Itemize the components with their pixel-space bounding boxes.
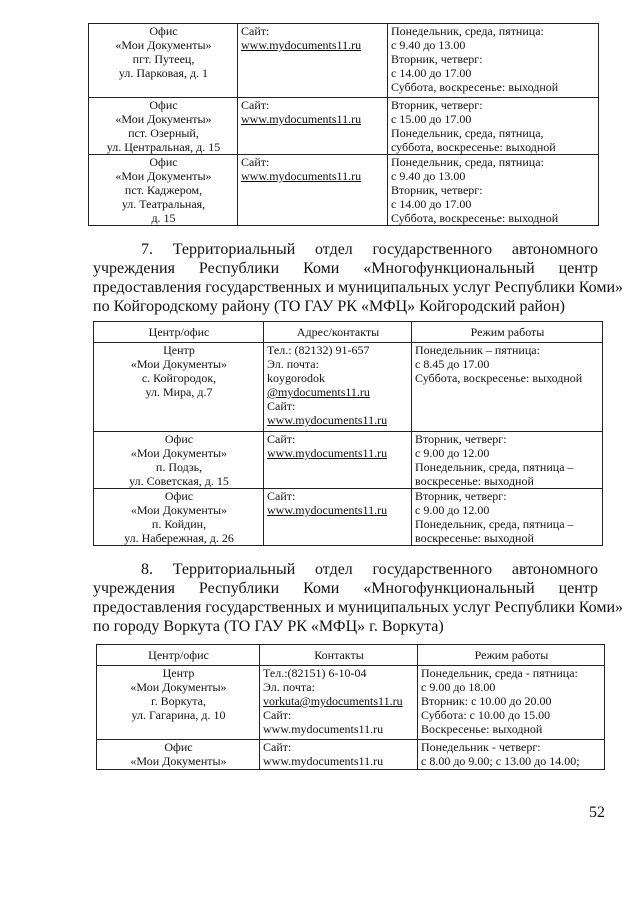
office-cell: Центр «Мои Документы» с. Койгородок, ул. Мира, д.7 — [94, 343, 264, 432]
table-row — [94, 489, 603, 546]
email-link[interactable]: @mydocuments11.ru — [267, 385, 370, 399]
schedule-cell: Вторник, четверг: с 9.00 до 12.00 Понедельник, среда, пятница – воскресенье: выходной — [412, 489, 603, 546]
website-link[interactable]: www.mydocuments11.ru — [267, 503, 388, 517]
schedule-cell: Понедельник, среда, пятница: с 9.40 до 13.00 Вторник, четверг: с 14.00 до 17.00 Суббота, воскресенье: выходной — [388, 155, 599, 226]
website-link[interactable]: www.mydocuments11.ru — [241, 112, 362, 126]
office-cell: Офис «Мои Документы» пгт. Путеец, ул. Парковая, д. 1 — [89, 24, 238, 98]
table-row — [97, 740, 605, 770]
koygorodok-offices-table — [93, 321, 603, 546]
schedule-cell: Понедельник, среда - пятница: с 9.00 до 18.00 Вторник: с 10.00 до 20.00 Суббота: с 10.00 до 15.00 Воскресенье: выходной — [418, 666, 605, 740]
schedule-cell: Вторник, четверг: с 9.00 до 12.00 Понедельник, среда, пятница – воскресенье: выходной — [412, 432, 603, 489]
contacts-cell: Сайт: www.mydocuments11.ru — [260, 740, 418, 770]
schedule-cell: Вторник, четверг: с 15.00 до 17.00 Понедельник, среда, пятница, суббота, воскресенье: выходной — [388, 98, 599, 155]
contacts-cell: Тел.: (82132) 91-657 Эл. почта: koygorodok @mydocuments11.ru Сайт: www.mydocuments11.ru — [264, 343, 412, 432]
table-row — [94, 432, 603, 489]
office-cell: Офис «Мои Документы» п. Подзь, ул. Советская, д. 15 — [94, 432, 264, 489]
contacts-cell: Сайт: www.mydocuments11.ru — [238, 24, 388, 98]
contacts-cell: Сайт: www.mydocuments11.ru — [238, 98, 388, 155]
page-number: 52 — [589, 804, 605, 821]
contacts-cell: Сайт: www.mydocuments11.ru — [238, 155, 388, 226]
column-header: Режим работы — [418, 645, 605, 666]
vorkuta-offices-table — [96, 644, 605, 770]
website-link[interactable]: www.mydocuments11.ru — [263, 722, 384, 736]
office-cell: Офис «Мои Документы» пст. Каджером, ул. Театральная, д. 15 — [89, 155, 238, 226]
column-header: Адрес/контакты — [264, 322, 412, 343]
schedule-cell: Понедельник – пятница: с 8.45 до 17.00 Суббота, воскресенье: выходной — [412, 343, 603, 432]
table-row — [89, 155, 599, 226]
office-cell: Офис «Мои Документы» п. Койдин, ул. Набережная, д. 26 — [94, 489, 264, 546]
table-row — [94, 343, 603, 432]
website-link[interactable]: www.mydocuments11.ru — [267, 413, 388, 427]
column-header: Центр/офис — [97, 645, 260, 666]
table-header-row — [94, 322, 603, 343]
table-row — [89, 98, 599, 155]
email-link[interactable]: vorkuta@mydocuments11.ru — [263, 694, 403, 708]
website-link[interactable]: www.mydocuments11.ru — [241, 38, 362, 52]
table-row — [97, 666, 605, 740]
website-link[interactable]: www.mydocuments11.ru — [267, 446, 388, 460]
contacts-cell: Сайт: www.mydocuments11.ru — [264, 432, 412, 489]
website-link[interactable]: www.mydocuments11.ru — [241, 169, 362, 183]
office-cell: Офис «Мои Документы» — [97, 740, 260, 770]
section-8-heading: 8. Территориальный отдел государственного автономного учреждения Республики Коми «Многофункциональный центр предоставления государственных и муниципальных услуг Республики Коми» по городу Воркута (ТО ГАУ РК «МФЦ» г. Воркута) — [93, 561, 624, 635]
table-header-row — [97, 645, 605, 666]
schedule-cell: Понедельник, среда, пятница: с 9.40 до 13.00 Вторник, четверг: с 14.00 до 17.00 Суббота, воскресенье: выходной — [388, 24, 599, 98]
offices-table-continued — [88, 23, 599, 226]
column-header: Контакты — [260, 645, 418, 666]
contacts-cell: Тел.:(82151) 6-10-04 Эл. почта: vorkuta@mydocuments11.ru Сайт: www.mydocuments11.ru — [260, 666, 418, 740]
office-cell: Офис «Мои Документы» пст. Озерный, ул. Центральная, д. 15 — [89, 98, 238, 155]
section-7-heading: 7. Территориальный отдел государственного автономного учреждения Республики Коми «Многофункциональный центр предоставления государственных и муниципальных услуг Республики Коми» по Койгородскому району (ТО ГАУ РК «МФЦ» Койгородский район) — [93, 241, 624, 315]
office-cell: Центр «Мои Документы» г. Воркута, ул. Гагарина, д. 10 — [97, 666, 260, 740]
table-row — [89, 24, 599, 98]
website-link[interactable]: www.mydocuments11.ru — [263, 754, 384, 768]
contacts-cell: Сайт: www.mydocuments11.ru — [264, 489, 412, 546]
column-header: Режим работы — [412, 322, 603, 343]
column-header: Центр/офис — [94, 322, 264, 343]
schedule-cell: Понедельник - четверг: с 8.00 до 9.00; с 13.00 до 14.00; — [418, 740, 605, 770]
